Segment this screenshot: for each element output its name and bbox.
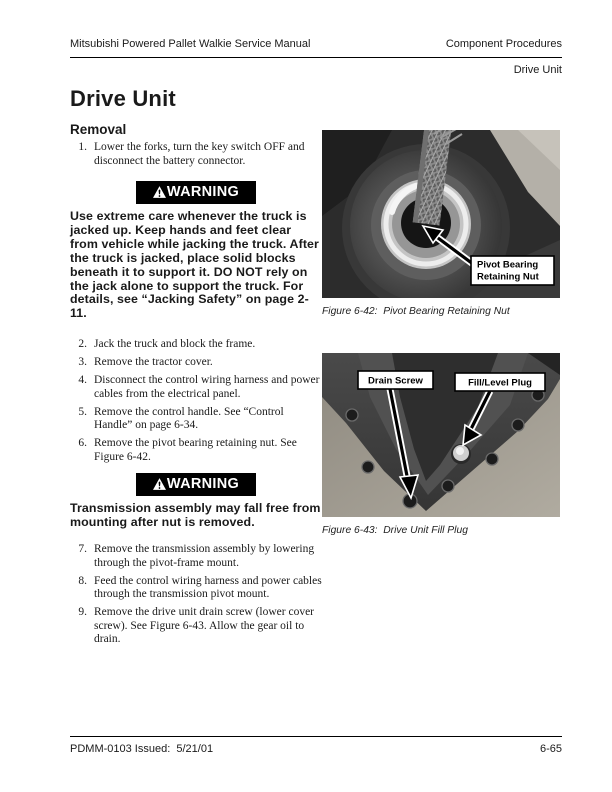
step-number: 6. (78, 437, 87, 450)
procedure-column (70, 141, 322, 651)
step-number: 5. (78, 405, 87, 418)
step-text: Remove the transmission assembly by lowering through the pivot-frame mount. (94, 543, 315, 569)
step-text: Lower the forks, turn the key switch OFF and disconnect the battery connector. (94, 141, 305, 167)
figure-caption: Figure 6-42: Pivot Bearing Retaining Nut (322, 306, 510, 317)
step-item (70, 356, 322, 370)
step-number: 8. (78, 574, 87, 587)
warning-triangle-icon (153, 478, 166, 490)
warning-text-transmission: Transmission assembly may fall free from mounting after nut is removed. (70, 501, 321, 530)
header-section: Drive Unit (513, 64, 562, 76)
step-item (70, 575, 322, 602)
warning-label: WARNING (166, 476, 240, 493)
figure-6-43 (322, 353, 560, 536)
figure-caption: Figure 6-43: Drive Unit Fill Plug (322, 525, 468, 536)
section-heading-removal: Removal (70, 122, 127, 137)
svg-text:Drain Screw: Drain Screw (368, 375, 423, 387)
photo-drive-unit-fill-plug (322, 353, 560, 517)
callout-drain-screw (358, 371, 433, 389)
figure-6-42 (322, 130, 560, 317)
step-item (70, 437, 322, 464)
step-number: 4. (78, 374, 87, 387)
step-item (70, 543, 322, 570)
step-item (70, 141, 322, 168)
step-text: Disconnect the control wiring harness and power cables from the electrical panel. (94, 374, 320, 400)
step-text: Remove the control handle. See “Control Handle” on page 6-34. (94, 405, 284, 432)
svg-text:Fill/Level Plug: Fill/Level Plug (468, 377, 532, 389)
step-text: Remove the tractor cover. (94, 356, 213, 369)
steps-list-3 (70, 543, 322, 647)
step-number: 3. (78, 356, 87, 369)
step-text: Feed the control wiring harness and power cables through the transmission pivot mount. (94, 574, 322, 601)
page-title: Drive Unit (70, 86, 176, 111)
warning-label: WARNING (166, 184, 240, 200)
steps-list-1 (70, 141, 322, 168)
svg-text:Pivot Bearing: Pivot Bearing (477, 259, 539, 271)
footer-page-number: 6-65 (539, 743, 562, 755)
step-item (70, 338, 322, 352)
page-footer (70, 736, 562, 755)
warning-banner-2 (136, 473, 256, 496)
step-text: Jack the truck and block the frame. (94, 338, 256, 351)
step-number: 9. (78, 606, 87, 619)
step-item (70, 606, 322, 647)
step-number: 2. (78, 338, 87, 351)
warning-banner-1 (136, 181, 256, 204)
step-item (70, 406, 322, 433)
step-number: 7. (78, 543, 87, 556)
header-manual-title: Mitsubishi Powered Pallet Walkie Service Manual (70, 38, 311, 50)
footer-doc-id: PDMM-0103 Issued: 5/21/01 (70, 743, 214, 755)
step-text: Remove the drive unit drain screw (lower cover screw). See Figure 6-43. Allow the gear oil to drain. (94, 606, 315, 646)
callout-pivot-bearing-retaining-nut (471, 256, 554, 285)
page-header (70, 38, 562, 58)
header-chapter: Component Procedures (445, 38, 562, 50)
svg-text:Retaining Nut: Retaining Nut (477, 271, 539, 283)
step-text: Remove the pivot bearing retaining nut. See Figure 6-42. (94, 437, 297, 463)
warning-text-jacking: Use extreme care whenever the truck is jacked up. Keep hands and feet clear from vehicle while jacking the truck. After the truck is jacked, place solid blocks beneath it to support it. DO NOT rely on the jack alone to support the truck. For details, see “Jacking Safety” on page 2-11. (70, 209, 319, 321)
steps-list-2 (70, 338, 322, 464)
step-number: 1. (78, 141, 87, 153)
callout-fill-level-plug (455, 373, 545, 391)
warning-triangle-icon (153, 186, 166, 198)
photo-pivot-bearing-retaining-nut (322, 130, 560, 298)
step-item (70, 374, 322, 401)
